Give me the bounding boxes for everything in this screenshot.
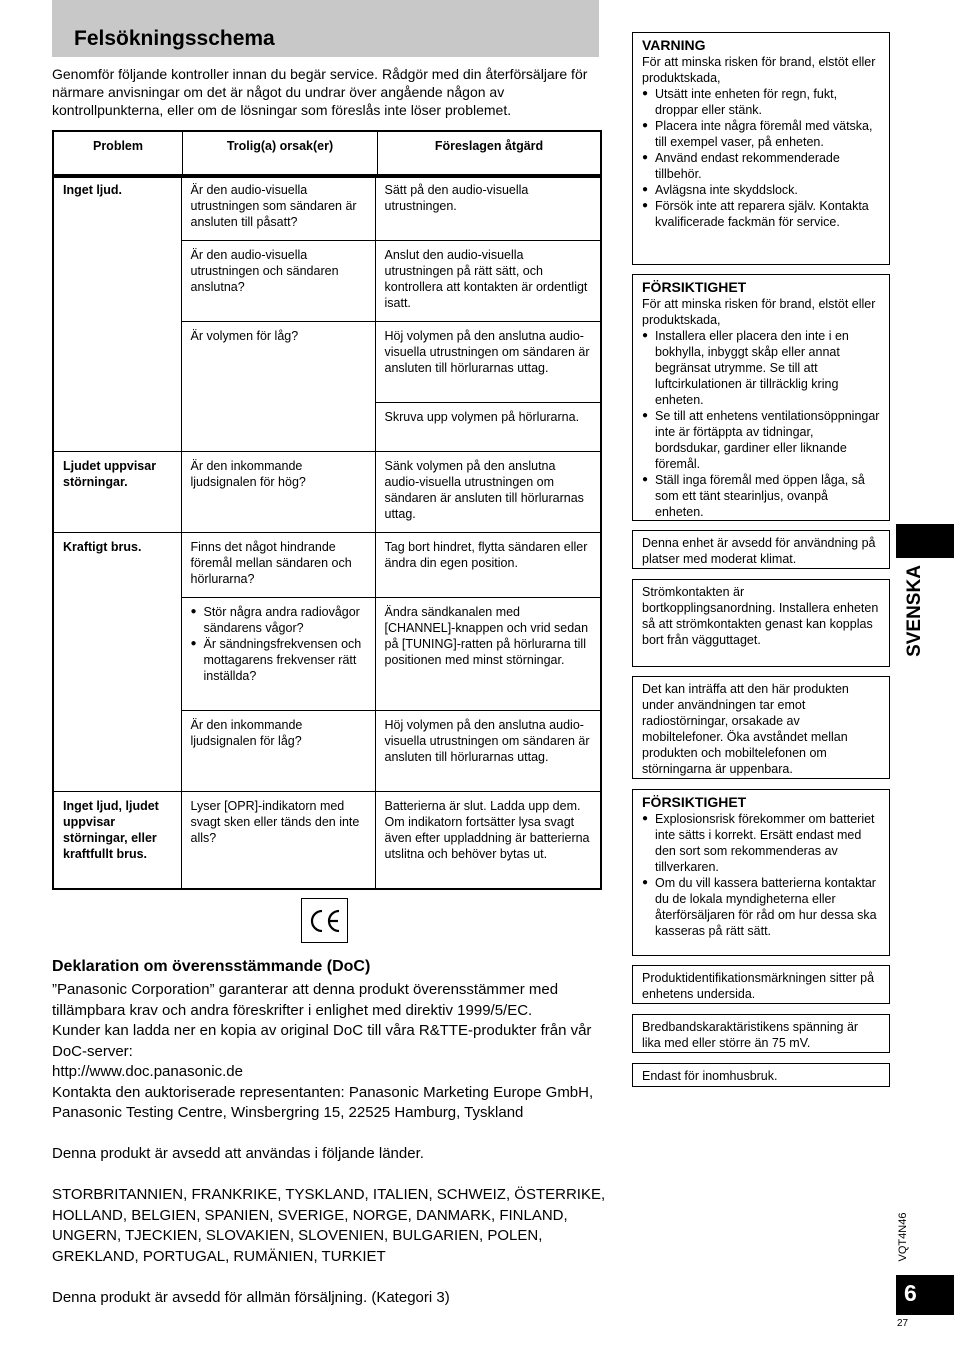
- list-item: ● Försök inte att reparera själv. Kontakta kvalificerade fackmän för service.: [642, 198, 880, 230]
- troubleshooting-table: [52, 174, 602, 890]
- page-title: Felsökningsschema: [74, 27, 275, 50]
- warning-list: [642, 86, 880, 230]
- action-cell: Sätt på den audio-visuella utrustningen.: [375, 175, 601, 241]
- list-item: ● Stör några andra radiovågor sändarens vågor?: [191, 604, 366, 636]
- bandwidth-box: Bredbandskaraktäristikens spänning är lika med eller större än 75 mV.: [632, 1014, 890, 1053]
- action-cell: Ändra sändkanalen med [CHANNEL]-knappen och vrid sedan på [TUNING]-ratten på hörlurarna till positionen med minst störningar.: [375, 598, 601, 711]
- caution-intro: För att minska risken för brand, elstöt eller produktskada,: [642, 297, 876, 327]
- doc-countries: STORBRITANNIEN, FRANKRIKE, TYSKLAND, ITALIEN, SCHWEIZ, ÖSTERRIKE, HOLLAND, BELGIEN, SPANIEN, SVERIGE, NORGE, DANMARK, FINLAND, UNGERN, TJECKIEN, SLOVAKIEN, SLOVENIEN, BULGARIEN, POLEN, GREKLAND, PORTUGAL, RUMÄNIEN, TURKIET: [52, 1186, 606, 1265]
- list-item: ● Avlägsna inte skyddslock.: [642, 182, 880, 198]
- problem-cell: Kraftigt brus.: [53, 533, 181, 792]
- action-cell: Sänk volymen på den anslutna audio-visuella utrustningen om sändaren är ansluten till hörlurarnas uttag.: [375, 452, 601, 533]
- action-cell: Tag bort hindret, flytta sändaren eller ändra din egen position.: [375, 533, 601, 598]
- action-cell: Batterierna är slut. Ladda upp dem. Om indikatorn fortsätter lysa svagt även efter uppladdning är batterierna utslitna och behöver bytas ut.: [375, 792, 601, 890]
- table-row: [53, 533, 601, 598]
- table-row: [53, 792, 601, 890]
- cause-cell: Lyser [OPR]-indikatorn med svagt sken eller tänds den inte alls?: [181, 792, 375, 890]
- language-label: SVENSKA: [904, 565, 925, 657]
- warning-heading: VARNING: [642, 37, 706, 53]
- problem-cell: Ljudet uppvisar störningar.: [53, 452, 181, 533]
- doc-paragraph: Denna produkt är avsedd att användas i följande länder.: [52, 1145, 424, 1162]
- doc-title: Deklaration om överensstämmande (DoC): [52, 958, 371, 975]
- page-number-box: [896, 1275, 954, 1315]
- cause-cell: Är den inkommande ljudsignalen för låg?: [181, 711, 375, 792]
- caution-heading: FÖRSIKTIGHET: [642, 279, 747, 295]
- list-item: ● Explosionsrisk förekommer om batteriet inte sätts i korrekt. Ersätt endast med den sort som rekommenderas av tillverkaren.: [642, 811, 880, 875]
- list-item: ● Se till att enhetens ventilationsöppningar inte är förtäppta av tidningar, bordsdukar, gardiner eller liknande föremål.: [642, 408, 880, 472]
- label-box: Produktidentifikationsmärkningen sitter på enhetens undersida.: [632, 965, 890, 1004]
- caution-heading: FÖRSIKTIGHET: [642, 794, 747, 810]
- cause-list: [191, 604, 366, 684]
- header-problem: Problem: [53, 131, 183, 177]
- power-box: Strömkontakten är bortkopplingsanordning. Installera enheten så att strömkontakten genast kan kopplas bort från vägguttaget.: [632, 579, 890, 667]
- action-cell: Höj volymen på den anslutna audio-visuella utrustningen om sändaren är ansluten till hörlurarnas uttag.: [375, 711, 601, 792]
- ce-mark-icon: [301, 898, 348, 943]
- page-number-small: 27: [897, 1318, 909, 1329]
- battery-caution-box: [632, 789, 890, 956]
- list-item: ● Om du vill kassera batterierna kontaktar du de lokala myndigheterna eller återförsäljaren för råd om hur dessa ska kasseras på rätt sätt.: [642, 875, 880, 939]
- doc-paragraph: Kontakta den auktoriserade representanten: Panasonic Marketing Europe GmbH, Panasonic Testing Centre, Winsbergring 15, 22525 Hamburg, Tyskland: [52, 1083, 594, 1121]
- list-item: ● Installera eller placera den inte i en bokhylla, inbyggt skåp eller annat begränsat utrymme. Se till att luftcirkulationen är tillräcklig kring enheten.: [642, 328, 880, 408]
- list-item: ● Ställ inga föremål med öppen låga, så som ett tänt stearinljus, ovanpå enheten.: [642, 472, 880, 520]
- action-cell: Skruva upp volymen på hörlurarna.: [375, 403, 601, 452]
- table-row: [53, 175, 601, 241]
- header-action: Föreslagen åtgärd: [378, 131, 602, 177]
- caution-list: [642, 811, 880, 939]
- warning-box: [632, 32, 890, 265]
- model-code: VQT4N46: [897, 1212, 909, 1262]
- cause-cell: Är volymen för låg?: [181, 322, 375, 452]
- climate-box: Denna enhet är avsedd för användning på platser med moderat klimat.: [632, 530, 890, 569]
- action-cell: Höj volymen på den anslutna audio-visuella utrustningen om sändaren är ansluten till hörlurarnas uttag.: [375, 322, 601, 403]
- header-cause: Trolig(a) orsak(er): [183, 131, 378, 177]
- list-item: ● Är sändningsfrekvensen och mottagarens frekvenser rätt inställda?: [191, 636, 366, 684]
- problem-cell: Inget ljud.: [53, 175, 181, 452]
- interference-box: Det kan inträffa att den här produkten under användningen tar emot radiostörningar, orsakade av mobiltelefoner. Öka avståndet mellan produkten och mobiltelefonen om störningarna är uppenbara.: [632, 676, 890, 779]
- page-number: 6: [904, 1280, 917, 1306]
- doc-paragraph: ”Panasonic Corporation” garanterar att denna produkt överensstämmer med tillämpbara krav och andra föreskrifter i enlighet med direktiv 1999/5/EC.: [52, 981, 559, 1019]
- doc-paragraph: Kunder kan ladda ner en kopia av original DoC till våra R&TTE-produkter från vår DoC-server:: [52, 1022, 592, 1060]
- table-row: [53, 452, 601, 533]
- cause-cell: Är den audio-visuella utrustningen och sändaren anslutna?: [181, 241, 375, 322]
- indoor-box: Endast för inomhusbruk.: [632, 1063, 890, 1087]
- intro-text: Genomför följande kontroller innan du begär service. Rådgör med din återförsäljare för närmare anvisningar om det är något du undrar över angående någon av kontrollpunkterna, eller om de lösningar som föreslås inte löser problemet.: [52, 66, 588, 118]
- ce-logo: [307, 907, 343, 935]
- action-cell: Anslut den audio-visuella utrustningen på rätt sätt, och kontrollera att kontakten är ordentligt isatt.: [375, 241, 601, 322]
- cause-cell: Finns det något hindrande föremål mellan sändaren och hörlurarna?: [181, 533, 375, 598]
- problem-cell: Inget ljud, ljudet uppvisar störningar, eller kraftfullt brus.: [53, 792, 181, 890]
- caution-box: [632, 274, 890, 521]
- list-item: ● Placera inte några föremål med vätska, till exempel vaser, på enheten.: [642, 118, 880, 150]
- doc-url: http://www.doc.panasonic.de: [52, 1063, 243, 1080]
- cause-cell: [181, 598, 375, 711]
- doc-paragraph: Denna produkt är avsedd för allmän försäljning. (Kategori 3): [52, 1288, 450, 1306]
- list-item: ● Utsätt inte enheten för regn, fukt, droppar eller stänk.: [642, 86, 880, 118]
- title-bar: [52, 0, 599, 57]
- doc-text: [52, 980, 607, 1308]
- cause-cell: Är den audio-visuella utrustningen som sändaren är ansluten till påsatt?: [181, 175, 375, 241]
- caution-list: [642, 328, 880, 520]
- warning-intro: För att minska risken för brand, elstöt eller produktskada,: [642, 55, 876, 85]
- language-tab: [896, 524, 954, 558]
- troubleshooting-header: [52, 130, 602, 178]
- cause-cell: Är den inkommande ljudsignalen för hög?: [181, 452, 375, 533]
- list-item: ● Använd endast rekommenderade tillbehör.: [642, 150, 880, 182]
